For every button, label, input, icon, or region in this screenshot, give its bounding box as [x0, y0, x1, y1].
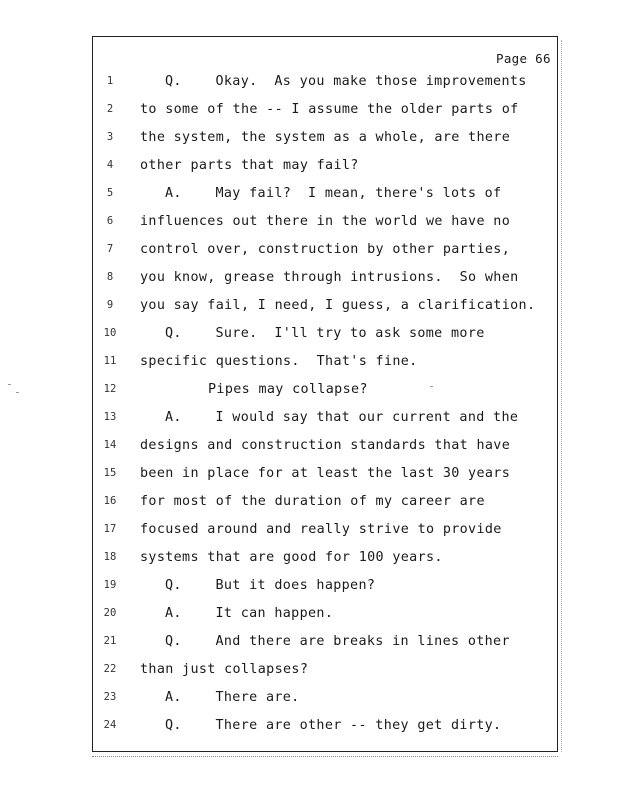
line-number: 14 — [103, 439, 117, 451]
line-text: Q. There are other -- they get dirty. — [165, 718, 502, 733]
line-number: 18 — [103, 551, 117, 563]
transcript-line — [0, 632, 618, 652]
line-number: 16 — [103, 495, 117, 507]
line-text: you say fail, I need, I guess, a clarification. — [140, 298, 536, 313]
line-text: Pipes may collapse? — [208, 382, 368, 397]
transcript-line — [0, 352, 618, 372]
line-text: A. I would say that our current and the — [165, 410, 519, 425]
transcript-line — [0, 380, 618, 400]
line-number: 7 — [106, 243, 114, 255]
transcript-line — [0, 464, 618, 484]
line-number: 15 — [103, 467, 117, 479]
transcript-line — [0, 268, 618, 288]
line-text: Q. But it does happen? — [165, 578, 376, 593]
line-number: 21 — [103, 635, 117, 647]
line-text: to some of the -- I assume the older parts of — [140, 102, 519, 117]
transcript-line — [0, 520, 618, 540]
line-number: 19 — [103, 579, 117, 591]
line-number: 9 — [106, 299, 114, 311]
line-number: 22 — [103, 663, 117, 675]
line-number: 10 — [103, 327, 117, 339]
transcript-line — [0, 716, 618, 736]
transcript-line — [0, 212, 618, 232]
line-number: 20 — [103, 607, 117, 619]
line-text: than just collapses? — [140, 662, 309, 677]
line-text: systems that are good for 100 years. — [140, 550, 443, 565]
line-text: Q. And there are breaks in lines other — [165, 634, 510, 649]
line-text: A. May fail? I mean, there's lots of — [165, 186, 502, 201]
transcript-line — [0, 436, 618, 456]
line-number: 11 — [103, 355, 117, 367]
scan-artifact-bottom — [92, 756, 558, 757]
transcript-line — [0, 548, 618, 568]
transcript-line — [0, 408, 618, 428]
line-number: 24 — [103, 719, 117, 731]
transcript-line — [0, 492, 618, 512]
transcript-line — [0, 100, 618, 120]
transcript-line — [0, 324, 618, 344]
line-text: specific questions. That's fine. — [140, 354, 418, 369]
transcript-line — [0, 604, 618, 624]
page-number: Page 66 — [496, 51, 551, 66]
line-text: the system, the system as a whole, are there — [140, 130, 511, 145]
transcript-line — [0, 128, 618, 148]
line-text: A. There are. — [165, 690, 300, 705]
line-text: Q. Okay. As you make those improvements — [165, 74, 527, 89]
transcript-line — [0, 576, 618, 596]
line-number: 17 — [103, 523, 117, 535]
line-text: other parts that may fail? — [140, 158, 359, 173]
transcript-line — [0, 156, 618, 176]
line-number: 12 — [103, 383, 117, 395]
transcript-line — [0, 296, 618, 316]
transcript-line — [0, 240, 618, 260]
line-text: designs and construction standards that have — [140, 438, 511, 453]
line-text: for most of the duration of my career are — [140, 494, 485, 509]
line-number: 4 — [106, 159, 114, 171]
line-text: Q. Sure. I'll try to ask some more — [165, 326, 485, 341]
transcript-line — [0, 660, 618, 680]
line-number: 1 — [106, 75, 114, 87]
line-number: 6 — [106, 215, 114, 227]
line-number: 13 — [103, 411, 117, 423]
line-number: 3 — [106, 131, 114, 143]
line-text: A. It can happen. — [165, 606, 334, 621]
line-text: control over, construction by other parties, — [140, 242, 511, 257]
line-number: 23 — [103, 691, 117, 703]
line-text: influences out there in the world we have no — [140, 214, 511, 229]
line-number: 5 — [106, 187, 114, 199]
line-text: focused around and really strive to provide — [140, 522, 502, 537]
transcript-line — [0, 184, 618, 204]
line-text: you know, grease through intrusions. So when — [140, 270, 519, 285]
transcript-line — [0, 72, 618, 92]
transcript-line — [0, 688, 618, 708]
line-number: 8 — [106, 271, 114, 283]
line-number: 2 — [106, 103, 114, 115]
line-text: been in place for at least the last 30 years — [140, 466, 511, 481]
